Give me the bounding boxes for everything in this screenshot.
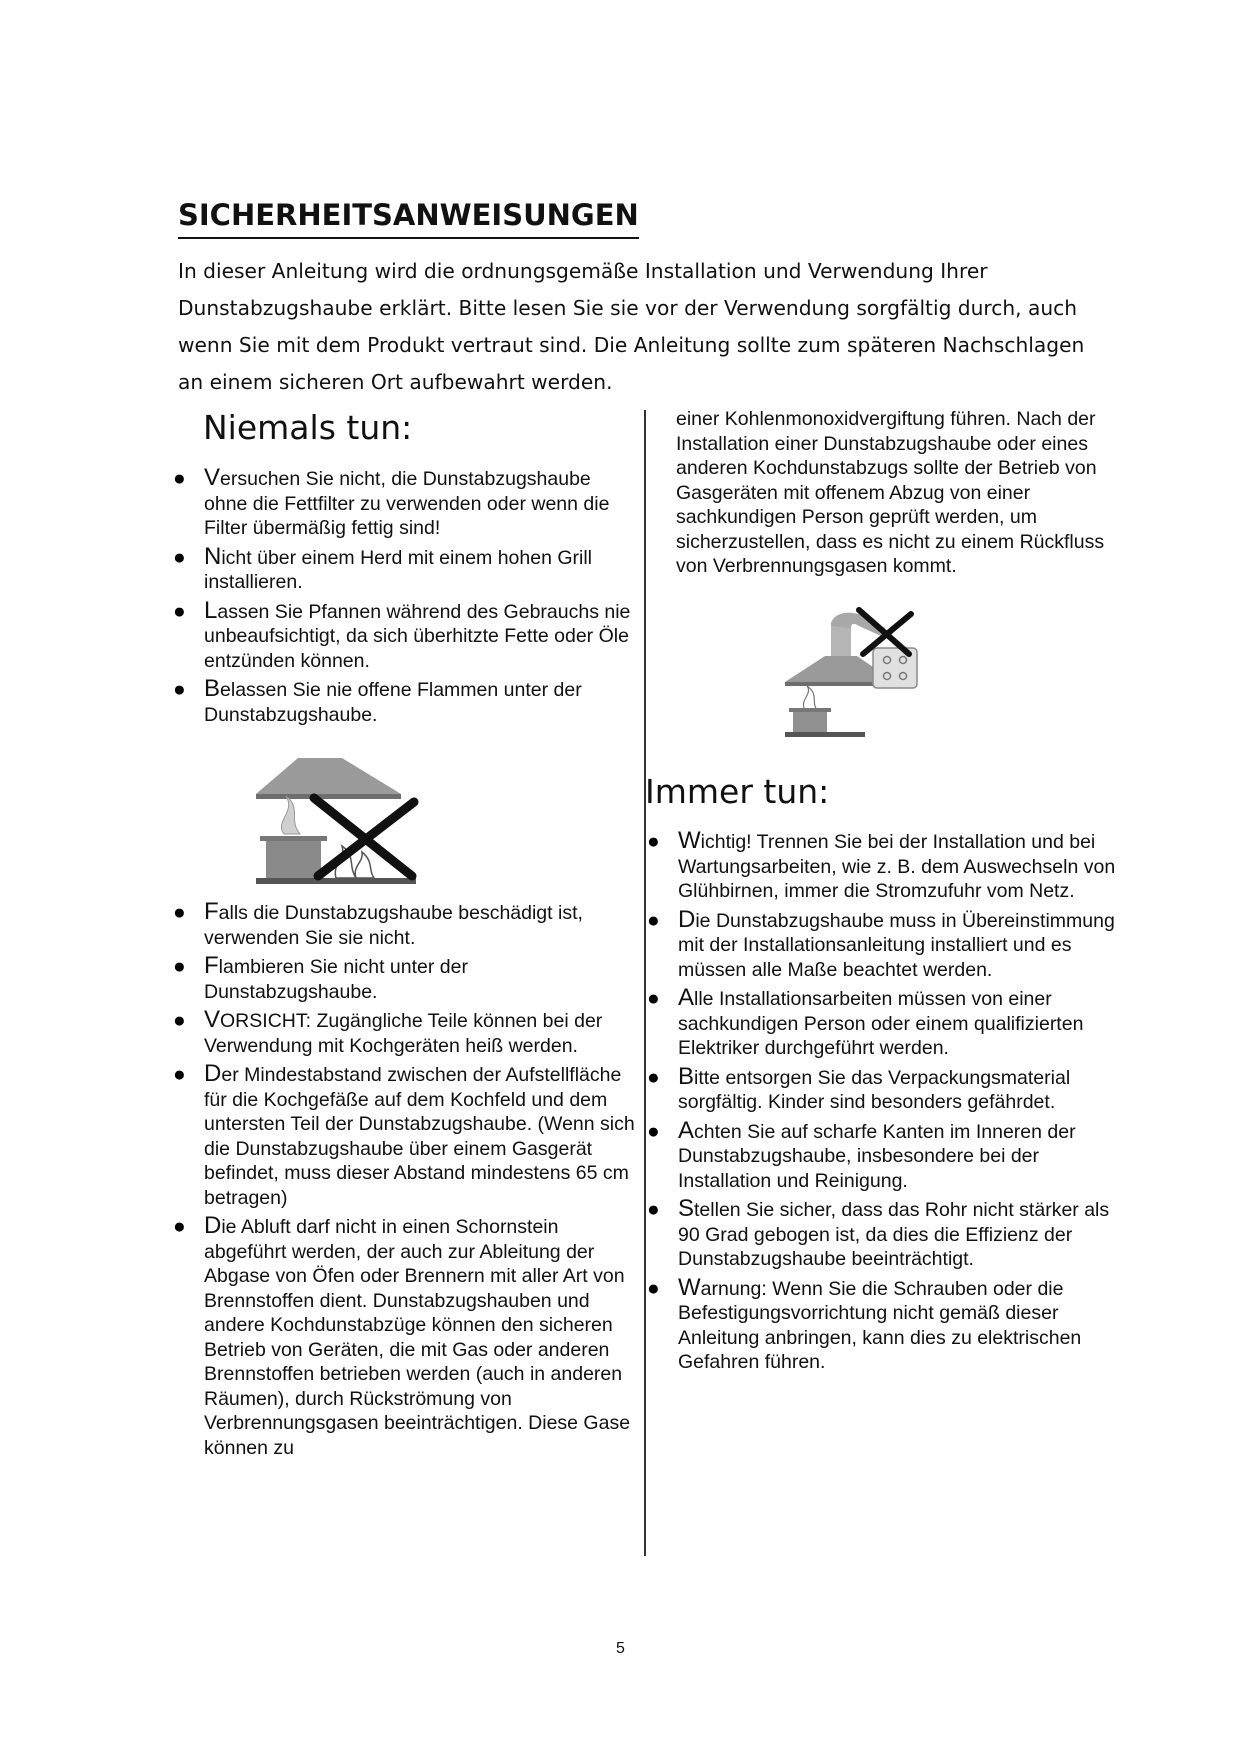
list-item [173,1006,638,1058]
item-text: tellen Sie sicher, dass das Rohr nicht stärker als 90 Grad gebogen ist, da dies die Effizienz der Dunstabzugshaube beeinträchtigt. [678,1199,1110,1270]
bullet-icon: ● [647,1276,660,1300]
item-initial: F [204,952,219,979]
item-text: lambieren Sie nicht unter der Dunstabzugshaube. [204,956,468,1003]
item-text: ersuchen Sie nicht, die Dunstabzugshaube ohne die Fettfilter zu verwenden oder wenn die Filter übermäßig fettig sind! [204,468,610,539]
item-initial: S [678,1195,695,1222]
bullet-icon: ● [173,678,186,701]
item-initial: N [204,542,222,570]
never-continuation-paragraph: einer Kohlenmonoxidvergiftung führen. Nach der Installation einer Dunstabzugshaube oder eines anderen Kochdunstabzugs sollte der Betrieb von Gasgeräten mit offenem Abzug von einer sachkundigen Person geprüft werden, um sicherzustellen, dass es nicht zu einem Rückfluss von Verbrennungsgasen kommt. [676,408,1105,577]
bullet-icon: ● [647,1065,660,1089]
item-initial: F [204,898,219,925]
item-initial: D [678,905,696,933]
item-text: ie Dunstabzugshaube muss in Übereinstimmung mit der Installationsanleitung installiert und es müssen alle Maße beachtet werden. [678,909,1115,981]
pot-shape [266,838,321,878]
hood-gas-appliance-prohibited-illustration [785,602,935,748]
page-title: SICHERHEITSANWEISUNGEN [178,196,639,239]
list-item [173,464,638,541]
item-text: itte entsorgen Sie das Verpackungsmaterial sorgfältig. Kinder sind besonders gefährdet. [678,1066,1071,1113]
stove-surface [256,878,416,884]
item-text: ORSICHT: Zugängliche Teile können bei der Verwendung mit Kochgeräten heiß werden. [204,1010,603,1057]
list-item [647,1116,1122,1194]
bullet-icon: ● [173,545,186,569]
hood-canopy-shape [256,758,401,794]
never-list-top [173,464,638,727]
never-heading: Niemals tun: [203,408,413,447]
never-list-bottom [173,898,638,1460]
item-text: lle Installationsarbeiten müssen von einer sachkundigen Person oder einem qualifizierten Elektriker durchgeführt werden. [678,988,1084,1059]
item-text: assen Sie Pfannen während des Gebrauchs nie unbeaufsichtigt, da sich überhitzte Fette oder Öle entzünden können. [204,600,631,672]
bullet-icon: ● [647,908,660,932]
bullet-icon: ● [173,1009,186,1032]
bullet-icon: ● [173,1063,186,1086]
always-list [647,827,1122,1375]
page-number: 5 [616,1640,625,1657]
list-item [647,1062,1122,1115]
item-initial: W [678,827,701,854]
intro-paragraph: In dieser Anleitung wird die ordnungsgemäße Installation und Verwendung Ihrer Dunstabzugshaube erklärt. Bitte lesen Sie sie vor der Verwendung sorgfältig durch, auch wenn Sie mit dem Produkt vertraut sind. Die Anleitung sollte zum späteren Nachschlagen an einem sicheren Ort aufbewahrt werden. [178,259,1085,394]
item-initial: D [204,1060,222,1087]
item-initial: A [678,1116,695,1144]
item-text: icht über einem Herd mit einem hohen Grill installieren. [204,546,593,593]
item-initial: D [204,1212,222,1239]
list-item [173,898,638,950]
list-item [647,905,1122,983]
item-initial: V [204,1006,221,1033]
item-initial: L [204,596,218,624]
list-item [173,675,638,727]
bullet-icon: ● [647,1198,660,1221]
item-text: arnung: Wenn Sie die Schrauben oder die Befestigungsvorrichtung nicht gemäß dieser Anleitung anbringen, kann dies zu elektrischen Gefahren führen. [678,1277,1082,1373]
item-text: alls die Dunstabzugshaube beschädigt ist, verwenden Sie sie nicht. [204,902,583,949]
bullet-icon: ● [173,1215,186,1238]
item-initial: A [678,984,695,1011]
list-item [173,1212,638,1460]
list-item [173,596,638,674]
list-item [173,952,638,1004]
hood-open-flame-prohibited-illustration [256,752,456,892]
item-initial: B [204,675,221,702]
list-item [173,542,638,595]
item-text: er Mindestabstand zwischen der Aufstellfläche für die Kochgefäße auf dem Kochfeld und dem untersten Teil der Dunstabzugshaube. (Wenn sich die Dunstabzugshaube über einem Gasgerät befindet, muss dieser Abstand mindestens 65 cm betragen) [204,1064,635,1209]
item-initial: W [678,1273,701,1301]
bullet-icon: ● [647,830,660,853]
item-initial: B [678,1062,695,1090]
bullet-icon: ● [173,467,186,490]
list-item [647,827,1122,904]
item-initial: V [204,464,221,491]
item-text: ichtig! Trennen Sie bei der Installation und bei Wartungsarbeiten, wie z. B. dem Auswechseln von Glühbirnen, immer die Stromzufuhr vom Netz. [678,831,1116,902]
item-text: chten Sie auf scharfe Kanten im Inneren der Dunstabzugshaube, insbesondere bei der Installation und Reinigung. [678,1120,1076,1192]
list-item [647,984,1122,1061]
item-text: ie Abluft darf nicht in einen Schornstein abgeführt werden, der auch zur Ableitung der Abgase von Öfen oder Brennern mit aller Art von Brennstoffen dient. Dunstabzugshauben und andere Kochdunstabzüge können den sicheren Betrieb von Geräten, die mit Gas oder anderen Brennstoffen betrieben werden (auch in anderen Räumen), durch Rückströmung von Verbrennungsgasen beeinträchtigen. Diese Gase können zu [204,1216,631,1459]
bullet-icon: ● [647,987,660,1010]
list-item [173,1060,638,1210]
always-heading: Immer tun: [645,772,830,811]
column-divider [644,410,646,1556]
bullet-icon: ● [647,1119,660,1143]
list-item [647,1195,1122,1272]
stove-surface [785,732,865,737]
item-text: elassen Sie nie offene Flammen unter der Dunstabzugshaube. [204,679,582,726]
bullet-icon: ● [173,955,186,978]
list-item [647,1273,1122,1375]
bullet-icon: ● [173,901,186,924]
bullet-icon: ● [173,599,186,623]
